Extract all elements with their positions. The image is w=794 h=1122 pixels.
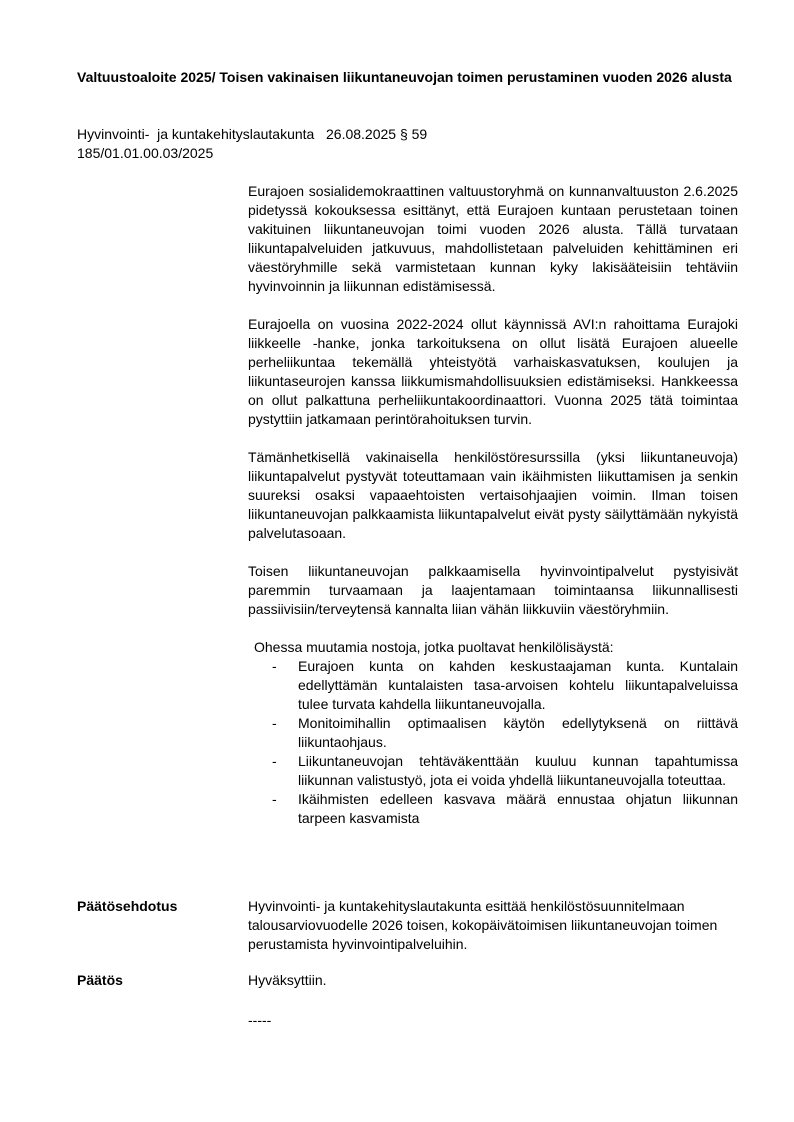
meeting-info — [77, 125, 737, 163]
bullet-text: Ikäihmisten edelleen kasvava määrä ennustaa ohjatun liikunnan tarpeen kasvamista — [298, 791, 738, 826]
body-paragraph-1: Eurajoen sosialidemokraattinen valtuustoryhmä on kunnanvaltuuston 2.6.2025 pidetyssä kokouksessa esittänyt, että Eurajoen kuntaan perustetaan toinen vakituinen liikuntaneuvojan toimi vuoden 2026 alusta. Tällä turvataan liikuntapalveluiden jatkuvuus, mahdollistetaan palveluiden kehittäminen eri väestöryhmille sekä varmistetaan kunnan kyky lakisääteisiin tehtäviin hyvinvoinnin ja liikunnan edistämisessä. — [248, 183, 738, 294]
bullet-text: Monitoimihallin optimaalisen käytön edellytyksenä on riittävä liikuntaohjaus. — [298, 715, 738, 750]
list-item — [272, 752, 738, 790]
body-paragraph-3: Tämänhetkisellä vakinaisella henkilöstöresurssilla (yksi liikuntaneuvoja) liikuntapalvelut pystyvät toteuttamaan vain ikäihmisten liikuttamisen ja senkin suureksi osaksi vapaaehtoisten vertaisohjaajien voimin. Ilman toisen liikuntaneuvojan palkkaamista liikuntapalvelut eivät pysty säilyttämään nykyistä palvelutasoaan. — [248, 449, 738, 541]
body-paragraph-2: Eurajoella on vuosina 2022-2024 ollut käynnissä AVI:n rahoittama Eurajoki liikkeelle -hanke, jonka tarkoituksena on ollut lisätä Eurajoen alueelle perheliikuntaa tekemällä yhteistyötä varhaiskasvatuksen, koulujen ja liikuntaseurojen kanssa liikkumismahdollisuuksien edistämiseksi. Hankkeessa on ollut palkattuna perheliikuntakoordinaattori. Vuonna 2025 tätä toimintaa pystyttiin jatkamaan perintörahoituksen turvin. — [248, 316, 738, 427]
body-paragraph-4: Toisen liikuntaneuvojan palkkaamisella hyvinvointipalvelut pystyisivät paremmin turvaamaan ja laajentamaan toimintaansa liikunnallisesti passiivisiin/terveytensä kannalta liian vähän liikkuviin väestöryhmiin. — [248, 563, 738, 617]
bullet-dash: - — [272, 658, 277, 674]
document-body — [248, 182, 738, 828]
bullet-dash: - — [272, 791, 277, 807]
decision-label: Päätös — [77, 972, 123, 988]
list-item — [272, 790, 738, 828]
bullet-dash: - — [272, 715, 277, 731]
list-item — [272, 714, 738, 752]
bullet-dash: - — [272, 753, 277, 769]
meeting-line: Hyvinvointi- ja kuntakehityslautakunta 26.08.2025 § 59 — [77, 126, 428, 142]
bullet-text: Liikuntaneuvojan tehtäväkenttään kuuluu kunnan tapahtumissa liikunnan valistustyö, jota ei voida yhdellä liikuntaneuvojalla toteuttaa. — [298, 753, 738, 788]
list-item — [272, 657, 738, 714]
bullet-text: Eurajoen kunta on kahden keskustaajaman kunta. Kuntalain edellyttämän kuntalaisten tasa-arvoisen kohtelu liikuntapalveluissa tulee turvata kahdella liikuntaneuvojalla. — [298, 658, 738, 712]
list-intro: Ohessa muutamia nostoja, jotka puoltavat henkilölisäystä: — [254, 639, 614, 655]
document-title: Valtuustoaloite 2025/ Toisen vakinaisen liikuntaneuvojan toimen perustaminen vuoden 2026 alusta — [77, 69, 732, 85]
diary-number: 185/01.01.00.03/2025 — [77, 145, 214, 161]
bullet-list — [248, 657, 738, 828]
proposal-label: Päätösehdotus — [77, 898, 178, 914]
decision-text: Hyväksyttiin. — [248, 972, 327, 988]
proposal-text: Hyvinvointi- ja kuntakehityslautakunta esittää henkilöstösuunnitelmaan talousarviovuodelle 2026 toisen, kokopäivätoimisen liikuntaneuvojan toimen perustamista hyvinvointipalveluihin. — [248, 898, 718, 952]
end-mark: ----- — [248, 1012, 272, 1028]
